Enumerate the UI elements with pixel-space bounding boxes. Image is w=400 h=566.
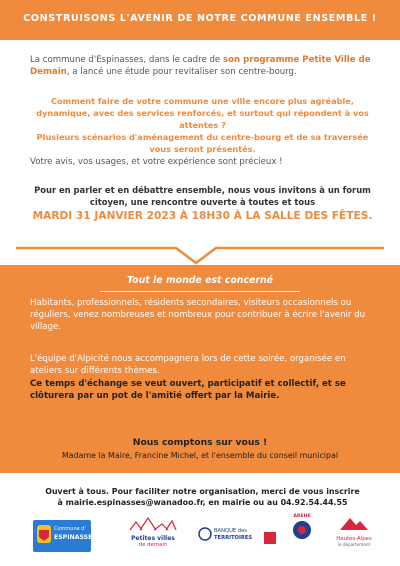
banque-territoires-logo	[198, 514, 260, 554]
republique-square-logo	[264, 532, 276, 544]
event-date: MARDI 31 JANVIER 2023 À 18H30 À LA SALLE DES FÊTES.	[32, 210, 373, 222]
espinasses-top-text: Commune d'	[54, 526, 86, 532]
banque-circle-icon	[198, 527, 212, 541]
page-title: CONSTRUISONS L'AVENIR DE NOTRE COMMUNE ENSEMBLE !	[23, 13, 377, 24]
arehe-logo	[288, 514, 316, 554]
arehe-emblem-icon	[288, 519, 316, 545]
panel-paragraph-1: Habitants, professionnels, résidents secondaires, visiteurs occasionnels ou réguliers, venez nombreuses et nombreux pour contribuer à écrire l'avenir du village.	[30, 298, 366, 332]
espinasses-name-text: ESPINASSES	[54, 534, 97, 541]
contact-line-2[interactable]: à mairie.espinasses@wanadoo.fr, en mairie ou au 04.92.54.44.55	[57, 498, 348, 507]
contact-block	[30, 486, 375, 508]
espinasses-logo	[33, 520, 97, 552]
panel-paragraph-3: Ce temps d'échange se veut ouvert, participatif et collectif, et se clôturera par un pot de l'amitié offert par la Mairie.	[30, 379, 346, 401]
contact-line-1: Ouvert à tous. Pour faciliter notre organisation, merci de vous inscrire	[45, 487, 360, 496]
question-2: Plusieurs scénarios d'aménagement du centre-bourg et de sa traversée vous seront présentés.	[36, 132, 369, 154]
info-panel	[0, 265, 400, 473]
banque-line-2: TERRITOIRES	[214, 535, 253, 541]
signature-line: Madame la Maire, Francine Michel, et l'ensemble du conseil municipal	[61, 451, 339, 460]
panel-paragraph-2: L'équipe d'Alpicité nous accompagnera lors de cette soirée, organisée en ateliers sur différents thèmes.	[30, 354, 346, 376]
partner-logos	[0, 514, 400, 560]
hautes-alpes-logo	[334, 514, 374, 554]
panel-title: Tout le monde est concerné	[126, 275, 274, 286]
hautes-alpes-line-1: Hautes-Alpes	[336, 536, 372, 542]
mountain-icon	[334, 514, 374, 532]
pvd-line-2: de demain	[138, 542, 168, 548]
panel-title-underline	[100, 291, 300, 292]
banque-line-1: BANQUE des	[214, 528, 247, 534]
intro-text-before: La commune d'Espinasses, dans le cadre de	[30, 55, 223, 65]
forum-invitation: Pour en parler et en débattre ensemble, nous vous invitons à un forum citoyen, une rencontre ouverte à toutes et tous	[34, 185, 371, 207]
avis-text: Votre avis, vos usages, et votre expérience sont précieux !	[30, 157, 283, 167]
village-skyline-icon	[128, 514, 178, 532]
question-1: Comment faire de votre commune une ville encore plus agréable, dynamique, avec des services renforcés, et surtout qui répondent à vos attentes ?	[36, 96, 369, 130]
pvd-line-1: Petites villes	[131, 535, 175, 542]
comptons-heading: Nous comptons sur vous !	[132, 437, 268, 448]
intro-highlight: son programme Petite Ville de Demain	[30, 55, 371, 77]
petites-villes-logo	[128, 514, 178, 554]
arehe-text: AREHE	[293, 514, 311, 519]
intro-text-after: , a lancé une étude pour revitaliser son centre-bourg.	[66, 67, 297, 77]
hautes-alpes-line-2: le département	[337, 542, 371, 547]
